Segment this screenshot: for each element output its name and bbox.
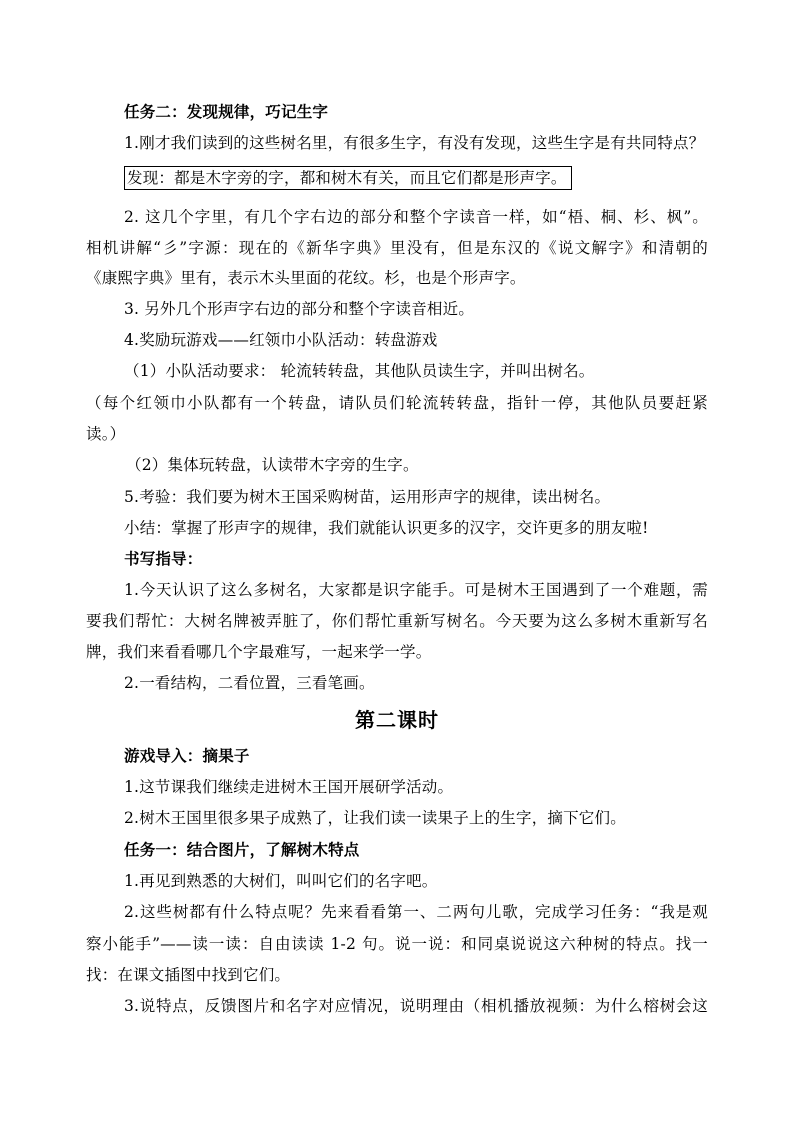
task2-activity-note-line-1: （每个红领巾小队都有一个转盘，请队员们轮流转转盘，指针一停，其他队员要赶紧 (86, 394, 708, 412)
task2-activity-group: （2）集体玩转盘，认读带木字旁的生字。 (126, 456, 419, 474)
task1-heading: 任务一：结合图片，了解树木特点 (124, 840, 360, 859)
task2-activity-requirement: （1）小队活动要求： 轮流转转盘，其他队员读生字，并叫出树名。 (124, 362, 595, 380)
task2-paragraph-5: 5.考验：我们要为树木王国采购树苗，运用形声字的规律，读出树名。 (124, 488, 611, 506)
task2-paragraph-3: 3. 另外几个形声字右边的部分和整个字读音相近。 (124, 300, 475, 318)
game-paragraph-2: 2.树木王国里很多果子成熟了，让我们读一读果子上的生字，摘下它们。 (124, 809, 626, 827)
writing-paragraph-1-line-3: 牌，我们来看看哪几个字最难写，一起来学一学。 (86, 643, 432, 661)
writing-paragraph-2: 2.一看结构，二看位置，三看笔画。 (124, 674, 375, 692)
writing-heading: 书写指导： (124, 549, 203, 568)
task2-paragraph-2-line-3: 《康熙字典》里有，表示木头里面的花纹。杉，也是个形声字。 (86, 269, 526, 287)
writing-paragraph-1-line-1: 1.今天认识了这么多树名，大家都是识字能手。可是树木王国遇到了一个难题，需 (124, 581, 708, 599)
task2-discovery-box: 发现：都是木字旁的字，都和树木有关，而且它们都是形声字。 (124, 166, 572, 190)
game-heading: 游戏导入：摘果子 (124, 746, 250, 765)
task2-paragraph-2-line-2: 相机讲解“彡”字源：现在的《新华字典》里没有，但是东汉的《说文解字》和清朝的 (86, 239, 708, 257)
task1-paragraph-2-line-3: 找：在课文插图中找到它们。 (86, 966, 291, 984)
task2-activity-note-line-2: 读。） (86, 425, 126, 443)
task1-paragraph-2-line-1: 2.这些树都有什么特点呢？先来看看第一、二两句儿歌，完成学习任务：“我是观 (124, 903, 708, 921)
writing-paragraph-1-line-2: 要我们帮忙：大树名牌被弄脏了，你们帮忙重新写树名。今天要为这么多树木重新写名 (86, 612, 708, 630)
task1-paragraph-3-line-1: 3.说特点，反馈图片和名字对应情况，说明理由（相机播放视频：为什么榕树会这 (124, 997, 708, 1015)
task1-paragraph-1: 1.再见到熟悉的大树们，叫叫它们的名字吧。 (124, 872, 438, 890)
task2-heading: 任务二：发现规律，巧记生字 (124, 102, 329, 121)
task2-summary: 小结：掌握了形声字的规律，我们就能认识更多的汉字，交许更多的朋友啦! (124, 519, 649, 537)
task1-paragraph-2-line-2: 察小能手”——读一读：自由读读 1-2 句。说一说：和同桌说说这六种树的特点。找一 (86, 935, 708, 953)
task2-paragraph-4: 4.奖励玩游戏——红领巾小队活动：转盘游戏 (124, 331, 438, 349)
task2-paragraph-1: 1.刚才我们读到的这些树名里，有很多生字，有没有发现，这些生字是有共同特点？ (124, 134, 705, 152)
task2-paragraph-2-line-1: 2. 这几个字里，有几个字右边的部分和整个字读音一样，如“梧、桐、杉、枫”。 (124, 208, 708, 226)
game-paragraph-1: 1.这节课我们继续走进树木王国开展研学活动。 (124, 778, 454, 796)
lesson2-title: 第二课时 (355, 708, 439, 732)
